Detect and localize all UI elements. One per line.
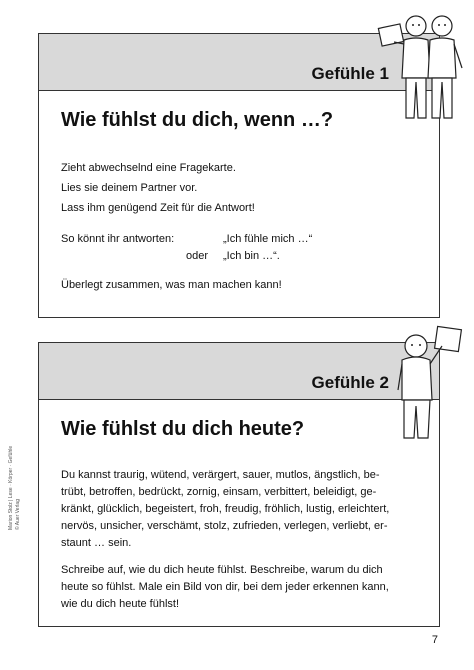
card-body [39,414,439,613]
answer-option: „Ich fühle mich …“ [223,233,313,246]
card-tag: Gefühle 2 [311,373,389,392]
card-gefuehle-2 [38,342,440,627]
oder-label: oder [186,250,209,263]
answer-label: So könnt ihr antworten: [61,233,175,246]
card-tag: Gefühle 1 [311,64,389,83]
side-note [8,420,21,530]
text-line: nervös, unsicher, verschämt, stolz, zufrieden, verlegen, verliebt, er- [61,520,388,533]
text-line: kränkt, glücklich, begeistert, froh, freudig, fröhlich, lustig, erleichtert, [61,503,390,516]
card-body [39,105,439,294]
instruction-line: Lies sie deinem Partner vor. [61,182,198,195]
paragraph-adjectives [61,467,439,552]
answer-option: „Ich bin …“. [223,250,280,263]
closing-line: Überlegt zusammen, was man machen kann! [61,279,282,292]
instruction-line: Zieht abwechselnd eine Fragekarte. [61,162,236,174]
instruction-line: Lass ihm genügend Zeit für die Antwort! [61,202,255,215]
paragraph-task [61,562,439,613]
side-note-line: © Auer Verlag [14,499,21,530]
card-title: Wie fühlst du dich heute? [61,418,305,440]
card-title: Wie fühlst du dich, wenn …? [61,109,334,131]
text-line: Schreibe auf, wie du dich heute fühlst. Beschreibe, warum du dich [61,564,383,577]
text-line: Du kannst traurig, wütend, verärgert, sauer, mutlos, ängstlich, be- [61,469,380,481]
card-header [39,343,439,400]
text-line: trübt, betroffen, bedrückt, zornig, einsam, verbittert, beleidigt, ge- [61,486,377,499]
answer-block [61,231,439,265]
children-illustration [376,8,468,126]
text-line: heute so fühlst. Male ein Bild von dir, bei dem jeder erkennen kann, [61,581,389,594]
text-line: staunt … sein. [61,537,132,550]
side-note-line: Marion Stolz | Lese · Körper · Gefühle [8,445,14,530]
page-number: 7 [431,634,438,646]
text-line: wie du dich heute fühlst! [61,598,180,611]
child-illustration [390,324,470,444]
